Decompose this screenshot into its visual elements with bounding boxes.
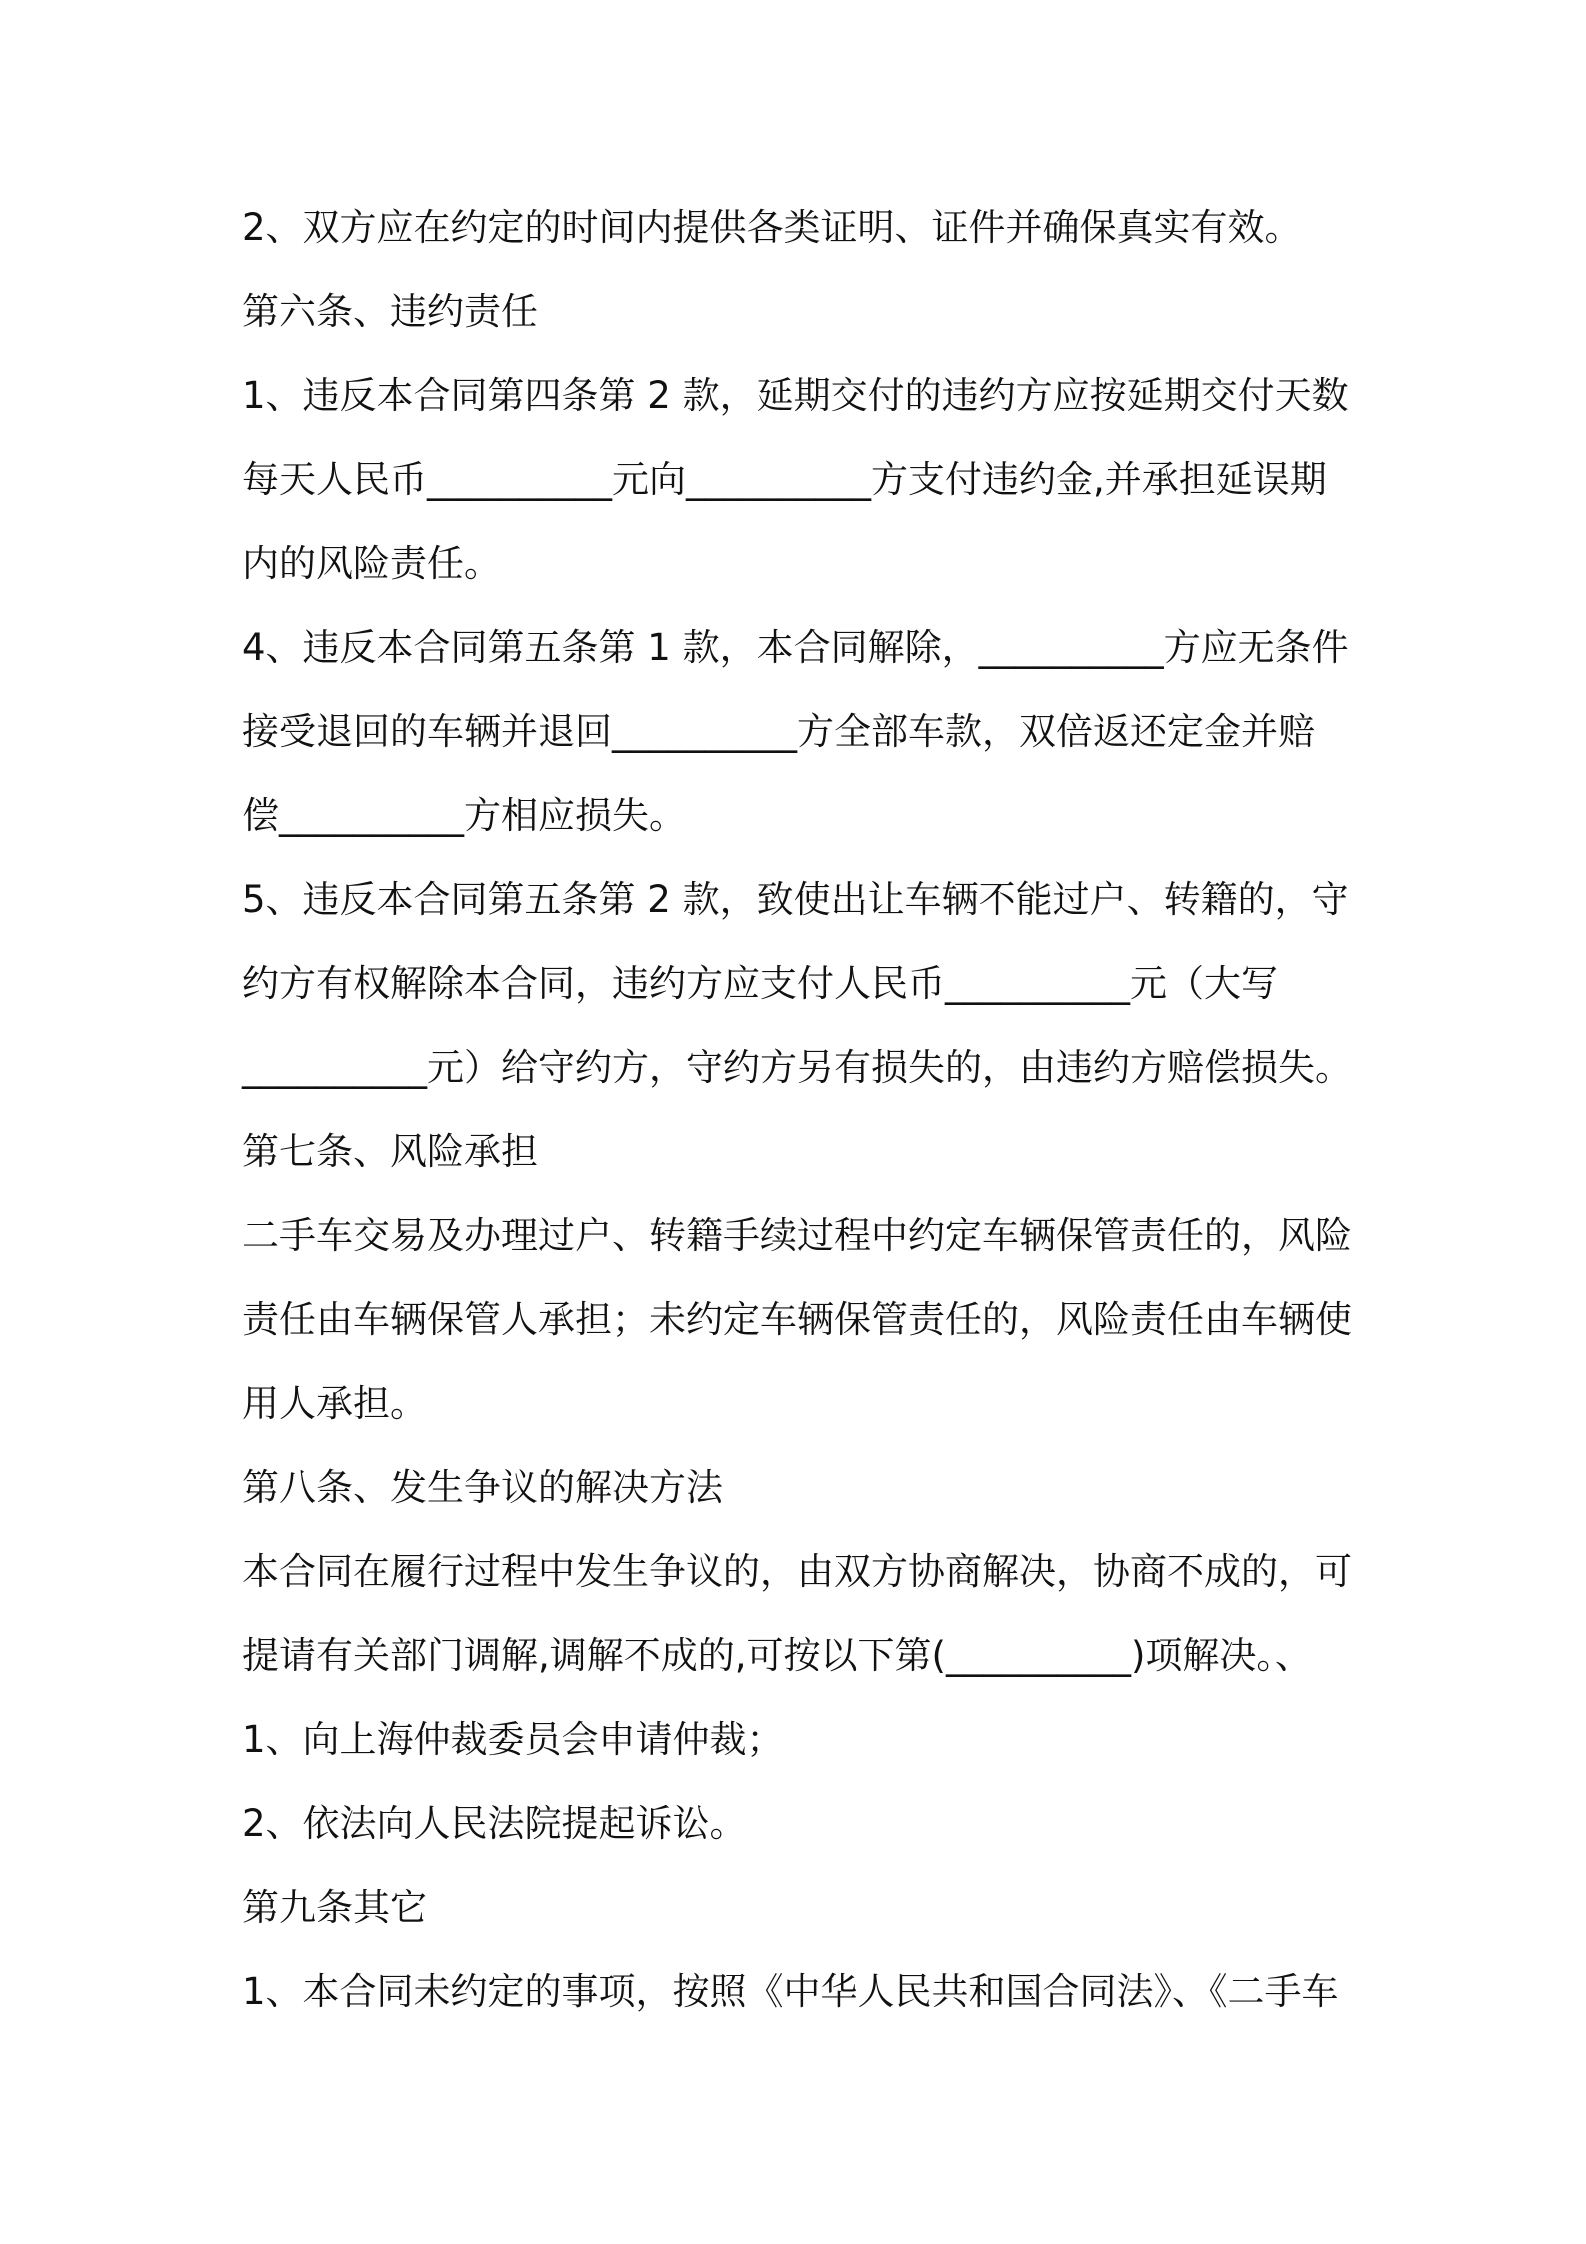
article-heading: 第六条、违约责任 bbox=[242, 290, 538, 333]
clause-line: 约方有权解除本合同，违约方应支付人民币__________元（大写 bbox=[242, 962, 1278, 1005]
resolution-option: 1、向上海仲裁委员会申请仲裁； bbox=[242, 1718, 784, 1761]
article-9 bbox=[242, 1866, 1392, 2034]
article-heading: 第九条其它 bbox=[242, 1886, 427, 1929]
article-7 bbox=[242, 1110, 1392, 1446]
article-6 bbox=[242, 270, 1392, 1110]
preceding-clause bbox=[242, 186, 1392, 270]
clause bbox=[242, 1950, 1392, 2034]
clause-line: 内的风险责任。 bbox=[242, 542, 501, 585]
clause-line: 1、本合同未约定的事项，按照《中华人民共和国合同法》、《二手车 bbox=[242, 1970, 1339, 2013]
clause-line: 偿__________方相应损失。 bbox=[242, 794, 686, 837]
article-8 bbox=[242, 1446, 1392, 1866]
clause-line: 2、双方应在约定的时间内提供各类证明、证件并确保真实有效。 bbox=[242, 206, 1302, 249]
clause-line: 每天人民币__________元向__________方支付违约金,并承担延误期 bbox=[242, 458, 1327, 501]
paragraph bbox=[242, 1194, 1392, 1446]
article-heading: 第七条、风险承担 bbox=[242, 1130, 538, 1173]
paragraph-line: 责任由车辆保管人承担；未约定车辆保管责任的，风险责任由车辆使 bbox=[242, 1298, 1352, 1341]
clause-line: 4、违反本合同第五条第 1 款，本合同解除，__________方应无条件 bbox=[242, 626, 1349, 669]
clause bbox=[242, 354, 1392, 606]
paragraph-line: 二手车交易及办理过户、转籍手续过程中约定车辆保管责任的，风险 bbox=[242, 1214, 1352, 1257]
paragraph bbox=[242, 1530, 1392, 1698]
paragraph-line: 提请有关部门调解,调解不成的,可按以下第(__________)项解决。、 bbox=[242, 1634, 1312, 1677]
clause-line: 接受退回的车辆并退回__________方全部车款，双倍返还定金并赔 bbox=[242, 710, 1315, 753]
clause-line: __________元）给守约方，守约方另有损失的，由违约方赔偿损失。 bbox=[242, 1046, 1352, 1089]
paragraph-line: 本合同在履行过程中发生争议的，由双方协商解决，协商不成的，可 bbox=[242, 1550, 1352, 1593]
document-body bbox=[242, 186, 1392, 2034]
clause bbox=[242, 606, 1392, 858]
article-heading: 第八条、发生争议的解决方法 bbox=[242, 1466, 723, 1509]
resolution-option: 2、依法向人民法院提起诉讼。 bbox=[242, 1802, 747, 1845]
paragraph-line: 用人承担。 bbox=[242, 1382, 427, 1425]
clause-line: 1、违反本合同第四条第 2 款，延期交付的违约方应按延期交付天数 bbox=[242, 374, 1349, 417]
clause bbox=[242, 858, 1392, 1110]
clause-line: 5、违反本合同第五条第 2 款，致使出让车辆不能过户、转籍的，守 bbox=[242, 878, 1349, 921]
